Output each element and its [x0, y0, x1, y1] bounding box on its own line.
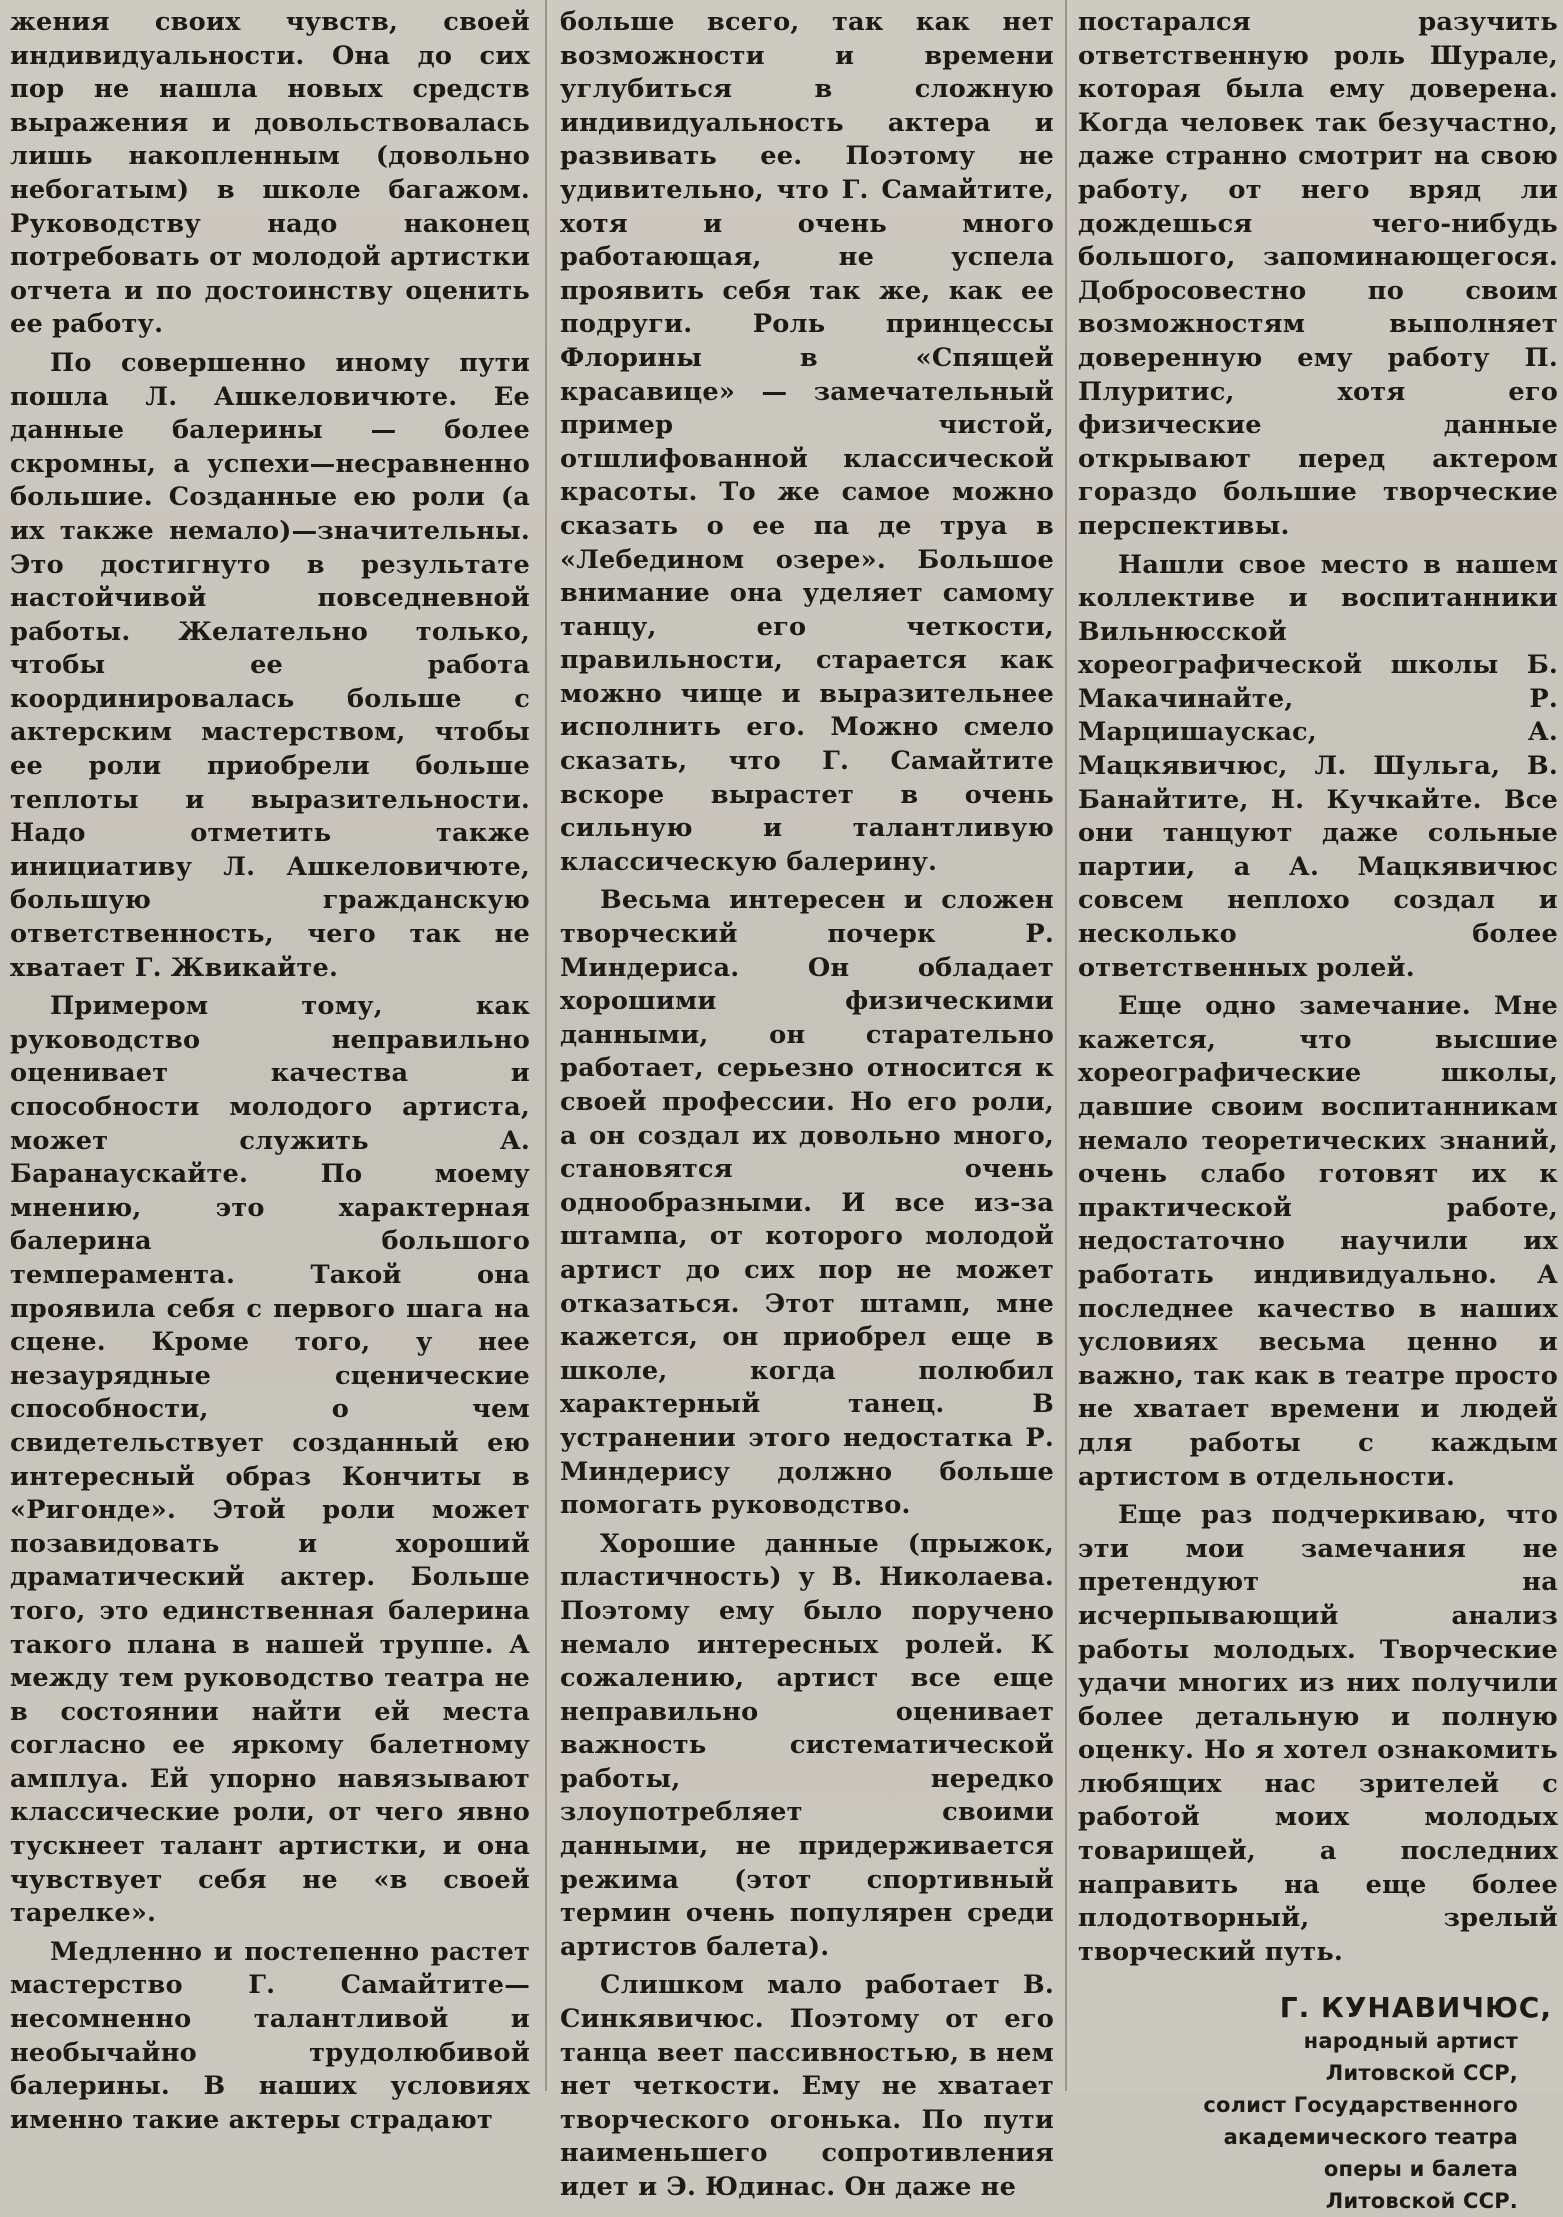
paragraph: Медленно и постепенно растет мастерство Г. Самайтите—несомненно талантливой и необычайно трудолюбивой балерины. В наших условиях именно такие актеры страдают	[10, 1936, 530, 2135]
author-title-line: солист Государственного	[1203, 2093, 1518, 2118]
article-column-3	[1078, 6, 1558, 2214]
paragraph: больше всего, так как нет возможности и времени углубиться в сложную индивидуальность актера и развивать ее. Поэтому не удивительно, что Г. Самайтите, хотя и очень много работающая, не успела проявить себя так же, как ее подруги. Роль принцессы Флорины в «Спящей красавице» — замечательный пример чистой, отшлифованной классической красоты. То же самое можно сказать о ее па де труа в «Лебедином озере». Большое внимание она уделяет самому танцу, его четкости, правильности, старается как можно чище и выразительнее исполнить его. Можно смело сказать, что Г. Самайтите вскоре вырастет в очень сильную и талантливую классическую балерину.	[560, 7, 1054, 877]
paragraph: Нашли свое место в нашем коллективе и воспитанники Вильнюсской хореографической школы Б. Макачинайте, Р. Марцишаускас, А. Мацкявичюс, Л. Шульга, В. Банайтите, Н. Кучкайте. Все они танцуют даже сольные партии, а А. Мацкявичюс совсем неплохо создал и несколько более ответственных ролей.	[1078, 549, 1558, 983]
paragraph: Примером тому, как руководство неправильно оценивает качества и способности молодого артиста, может служить А. Баранаускайте. По моему мнению, это характерная балерина большого темперамента. Такой она проявила себя с первого шага на сцене. Кроме того, у нее незаурядные сценические способности, о чем свидетельствует созданный ею интересный образ Кончиты в «Ригонде». Этой роли может позавидовать и хороший драматический актер. Больше того, это единственная балерина такого плана в нашей труппе. А между тем руководство театра не в состоянии найти ей места согласно ее яркому балетному амплуа. Ей упорно навязывают классические роли, от чего явно тускнеет талант артистки, и она чувствует себя не «в своей тарелке».	[10, 991, 530, 1929]
paragraph: Весьма интересен и сложен творческий почерк Р. Миндериса. Он обладает хорошими физическими данными, он старательно работает, серьезно относится к своей профессии. Но его роли, а он создал их довольно много, становятся очень однообразными. И все из-за штампа, от которого молодой артист до сих пор не может отказаться. Этот штамп, мне кажется, он приобрел еще в школе, когда полюбил характерный танец. В устранении этого недостатка Р. Миндерису должно больше помогать руководство.	[560, 885, 1054, 1521]
paragraph: Еще одно замечание. Мне кажется, что высшие хореографические школы, давшие своим воспитанникам немало теоретических знаний, очень слабо готовят их к практической работе, недостаточно научили их работать индивидуально. А последнее качество в наших условиях весьма ценно и важно, так как в театре просто не хватает времени и людей для работы с каждым артистом в отдельности.	[1078, 991, 1558, 1492]
author-signature	[1078, 1991, 1558, 2217]
article-column-1	[10, 6, 530, 2135]
column-rule	[545, 0, 547, 2091]
author-title-line: академического театра	[1223, 2125, 1518, 2150]
author-title-line: Литовской ССР.	[1325, 2189, 1518, 2214]
paragraph: жения своих чувств, своей индивидуальности. Она до сих пор не нашла новых средств выражения и довольствовалась лишь накопленным (довольно небогатым) в школе багажом. Руководству надо наконец потребовать от молодой артистки отчета и по достоинству оценить ее работу.	[10, 7, 530, 340]
author-title-line: Литовской ССР,	[1325, 2061, 1518, 2086]
column-rule	[1065, 0, 1067, 2091]
paragraph: Еще раз подчеркиваю, что эти мои замечания не претендуют на исчерпывающий анализ работы молодых. Творческие удачи многих из них получили более детальную и полную оценку. Но я хотел ознакомить любящих нас зрителей с работой моих молодых товарищей, а последних направить на еще более плодотворный, зрелый творческий путь.	[1078, 1500, 1558, 1967]
paragraph: По совершенно иному пути пошла Л. Ашкеловичюте. Ее данные балерины — более скромны, а успехи—несравненно большие. Созданные ею роли (а их также немало)—значительны. Это достигнуто в результате настойчивой повседневной работы. Желательно только, чтобы ее работа координировалась больше с актерским мастерством, чтобы ее роли приобрели больше теплоты и выразительности. Надо отметить также инициативу Л. Ашкеловичюте, большую гражданскую ответственность, чего так не хватает Г. Жвикайте.	[10, 347, 530, 983]
paragraph: Хорошие данные (прыжок, пластичность) у В. Николаева. Поэтому ему было поручено немало интересных ролей. К сожалению, артист все еще неправильно оценивает важность систематической работы, нередко злоупотребляет своими данными, не придерживается режима (этот спортивный термин очень популярен среди артистов балета).	[560, 1528, 1054, 1962]
article-column-2	[560, 6, 1054, 2202]
author-title-line: оперы и балета	[1323, 2157, 1518, 2182]
paragraph: постарался разучить ответственную роль Шурале, которая была ему доверена. Когда человек так безучастно, даже странно смотрит на свою работу, от него вряд ли дождешься чего-нибудь большого, запоминающегося. Добросовестно по своим возможностям выполняет доверенную ему работу П. Плуритис, хотя его физические данные открывают перед актером гораздо большие творческие перспективы.	[1078, 7, 1558, 541]
paragraph: Слишком мало работает В. Синкявичюс. Поэтому от его танца веет пассивностью, в нем нет четкости. Ему не хватает творческого огонька. По пути наименьшего сопротивления идет и Э. Юдинас. Он даже не	[560, 1970, 1054, 2202]
author-title-line: народный артист	[1303, 2029, 1518, 2054]
author-name: Г. КУНАВИЧЮС,	[1279, 1991, 1552, 2025]
